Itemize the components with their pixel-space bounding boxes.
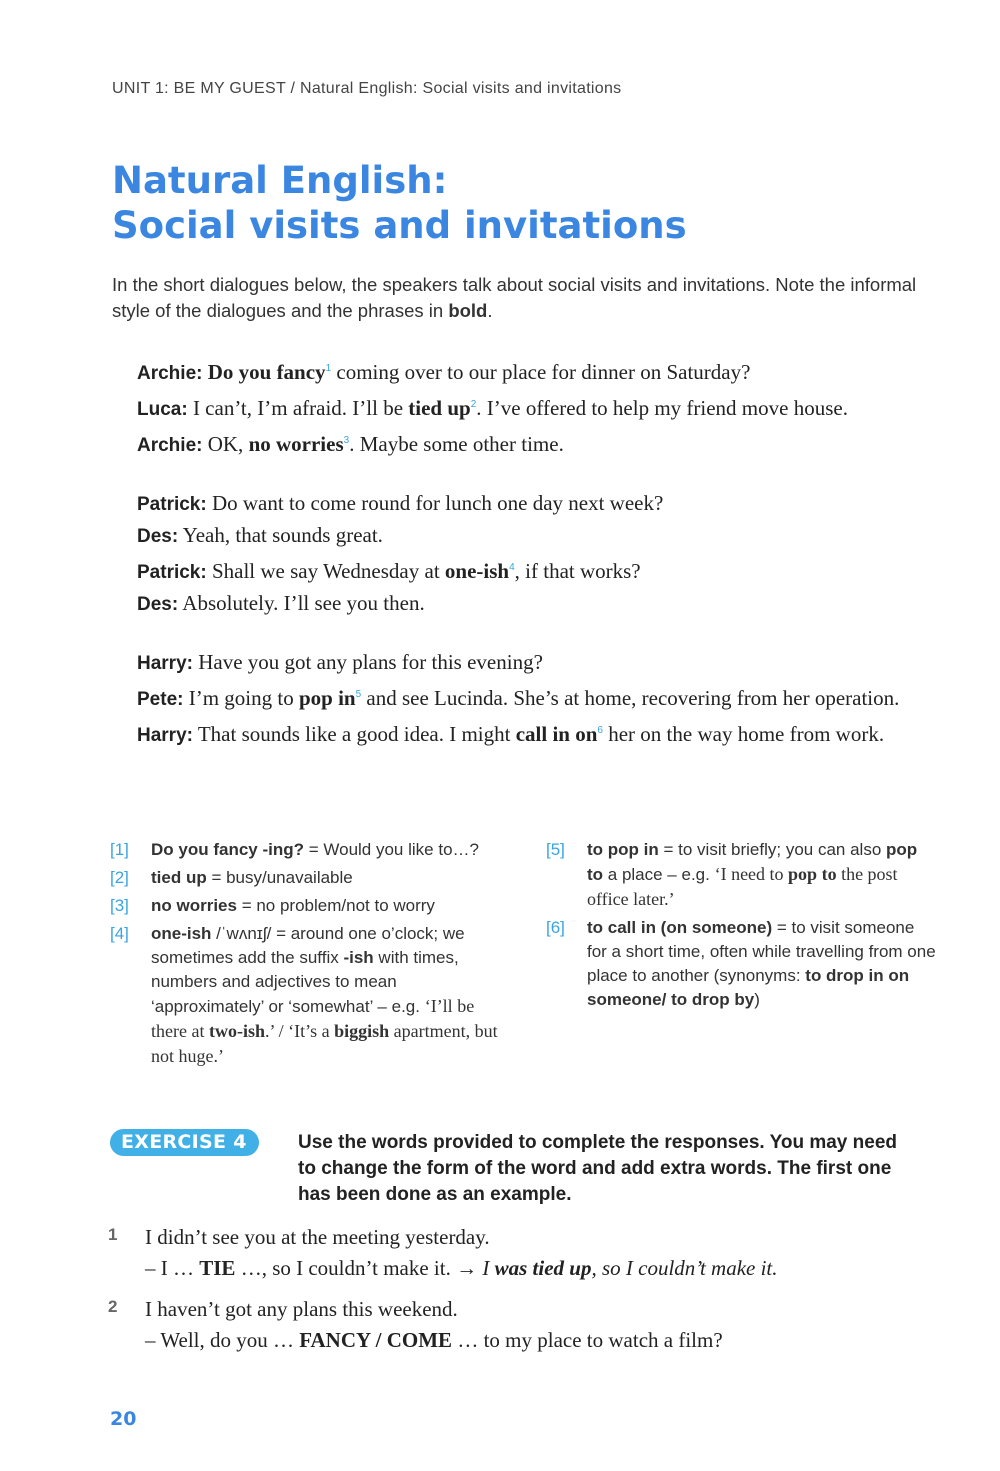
dialogues (137, 356, 917, 781)
bold-phrase: Do you fancy -ing? (151, 840, 304, 859)
footnote-number: [4] (110, 924, 129, 943)
speaker-name: Patrick: (137, 562, 207, 583)
exercise-prompt: I didn’t see you at the meeting yesterday. (145, 1225, 490, 1249)
text-run: = Would you like to…? (304, 840, 479, 859)
footnote-number: [1] (110, 840, 129, 859)
bold-phrase: biggish (334, 1021, 390, 1041)
footnote-text (151, 894, 505, 918)
footnote-number: [6] (546, 918, 565, 937)
footnote-ref: 5 (355, 689, 362, 700)
bold-phrase: pop to (587, 840, 918, 884)
exercise-item (108, 1294, 948, 1356)
dialogue-line (137, 428, 917, 458)
title-line-1: Natural English: (112, 159, 448, 202)
footnote (110, 894, 505, 918)
footnote (546, 838, 936, 912)
text-run: Shall we say Wednesday at (211, 559, 445, 583)
text-run: Have you got any plans for this evening? (198, 650, 543, 674)
bold-phrase: pop in (298, 686, 356, 710)
footnote-ref: 1 (325, 363, 332, 374)
footnote-text (151, 922, 505, 1069)
bold-phrase: to pop in (587, 840, 659, 859)
footnote (546, 916, 936, 1012)
bold-phrase: -ish (343, 948, 374, 967)
text-run: her on the way home from work. (602, 722, 885, 746)
exercise-badge: EXERCISE 4 (110, 1129, 259, 1156)
bold-phrase: one-ish (444, 559, 510, 583)
speaker-name: Archie: (137, 363, 203, 384)
footnote (110, 866, 505, 890)
intro-end: . (487, 300, 493, 321)
dialogue-block (137, 356, 917, 458)
intro-bold-word: bold (448, 300, 488, 321)
text-run: . Maybe some other time. (349, 432, 564, 456)
bold-phrase: Do you fancy (207, 360, 326, 384)
text-run: /ˈwʌnɪʃ/ = around one o’clock; we sometimes add the suffix (151, 924, 465, 967)
exercise-prompt: I haven’t got any plans this weekend. (145, 1297, 458, 1321)
page-title (112, 158, 687, 248)
footnotes-left (110, 838, 505, 1073)
bold-phrase: one-ish (151, 924, 212, 943)
text-run: I (482, 1256, 495, 1280)
footnote-ref: 2 (470, 399, 477, 410)
dialogue-block (137, 650, 917, 748)
exercise-item-number: 2 (108, 1297, 118, 1316)
footnote-number: [2] (110, 868, 129, 887)
text-run: , if that works? (514, 559, 641, 583)
speaker-name: Harry: (137, 725, 193, 746)
footnote-ref: 3 (343, 435, 350, 446)
dialogue-line (137, 392, 917, 422)
text-run: the post office later.’ (587, 864, 898, 909)
title-line-2: Social visits and invitations (112, 204, 687, 247)
speaker-name: Archie: (137, 435, 203, 456)
bold-phrase: two-ish (208, 1021, 265, 1041)
dialogue-line (137, 555, 917, 585)
text-run: – I … (145, 1256, 200, 1280)
page-number: 20 (110, 1408, 137, 1430)
bold-phrase: pop to (788, 864, 837, 884)
footnotes-right (546, 838, 936, 1016)
speaker-name: Pete: (137, 689, 184, 710)
bold-phrase: no worries (248, 432, 344, 456)
dialogue-line (137, 356, 917, 386)
bold-phrase: to call in (on someone) (587, 918, 773, 937)
exercise-list (108, 1222, 948, 1366)
text-run: I’m going to (188, 686, 299, 710)
footnote-text (587, 838, 936, 912)
bold-phrase: was tied up (494, 1256, 592, 1280)
text-run: = no problem/not to worry (236, 896, 435, 915)
running-head: UNIT 1: BE MY GUEST / Natural English: Social visits and invitations (112, 80, 622, 97)
footnote-number: [3] (110, 896, 129, 915)
dialogue-line (137, 523, 917, 549)
bold-phrase: tied up (151, 868, 207, 887)
bold-phrase: TIE (199, 1256, 236, 1280)
footnote-number: [5] (546, 840, 565, 859)
text-run: OK, (207, 432, 249, 456)
intro-text: In the short dialogues below, the speakers talk about social visits and invitations. Note the informal style of the dialogues and the phrases in (112, 274, 917, 321)
bold-phrase: FANCY / COME (299, 1328, 453, 1352)
text-run: … to my place to watch a film? (452, 1328, 723, 1352)
bold-phrase: to drop in on someone/ to drop by (587, 966, 910, 1009)
exercise-item (108, 1222, 948, 1284)
text-run: .’ / ‘It’s a (264, 1021, 335, 1041)
footnote-text (151, 838, 505, 862)
text-run: – Well, do you … (145, 1328, 300, 1352)
bold-phrase: tied up (408, 396, 471, 420)
dialogue-line (137, 491, 917, 517)
footnote-ref: 4 (509, 562, 515, 573)
text-run: a place – e.g. (603, 865, 715, 884)
exercise-response (108, 1253, 948, 1284)
speaker-name: Patrick: (137, 494, 207, 515)
speaker-name: Luca: (137, 399, 188, 420)
exercise-instructions: Use the words provided to complete the responses. You may need to change the form of the word and add extra words. The first one has been done as an example. (298, 1132, 898, 1205)
dialogue-line (137, 718, 917, 748)
text-run: …, so I couldn’t make it. → (235, 1256, 483, 1280)
footnote-text (151, 866, 505, 890)
dialogue-line (137, 682, 917, 712)
intro-paragraph (112, 272, 942, 324)
bold-phrase: call in on (515, 722, 598, 746)
text-run: = to visit briefly; you can also (658, 840, 887, 859)
exercise-item-number: 1 (108, 1225, 118, 1244)
text-run: That sounds like a good idea. I might (197, 722, 516, 746)
text-run: ‘I need to (714, 864, 789, 884)
text-run: = busy/unavailable (206, 868, 353, 887)
text-run: coming over to our place for dinner on Saturday? (331, 360, 751, 384)
text-run: apartment, but not huge.’ (151, 1021, 498, 1066)
exercise-response (108, 1325, 948, 1356)
text-run: = to visit someone for a short time, often while travelling from one place to another (synonyms: (587, 918, 936, 985)
text-run: Absolutely. I’ll see you then. (182, 591, 425, 615)
footnote (110, 922, 505, 1069)
text-run: ) (754, 990, 760, 1009)
bold-phrase: no worries (151, 896, 237, 915)
text-run: Do want to come round for lunch one day next week? (211, 491, 664, 515)
dialogue-block (137, 491, 917, 617)
footnote-text (587, 916, 936, 1012)
text-run: Yeah, that sounds great. (182, 523, 383, 547)
text-run: ‘I’ll be there at (151, 996, 475, 1041)
dialogue-line (137, 650, 917, 676)
footnote (110, 838, 505, 862)
dialogue-line (137, 591, 917, 617)
text-run: and see Lucinda. She’s at home, recovering from her operation. (361, 686, 900, 710)
speaker-name: Des: (137, 594, 179, 615)
footnote-ref: 6 (597, 725, 603, 736)
speaker-name: Des: (137, 526, 179, 547)
text-run: with times, numbers and adjectives to mean ‘approximately’ or ‘somewhat’ – e.g. (151, 948, 459, 1016)
speaker-name: Harry: (137, 653, 193, 674)
text-run: , so I couldn’t make it. (591, 1256, 778, 1280)
text-run: . I’ve offered to help my friend move house. (476, 396, 848, 420)
text-run: I can’t, I’m afraid. I’ll be (192, 396, 409, 420)
